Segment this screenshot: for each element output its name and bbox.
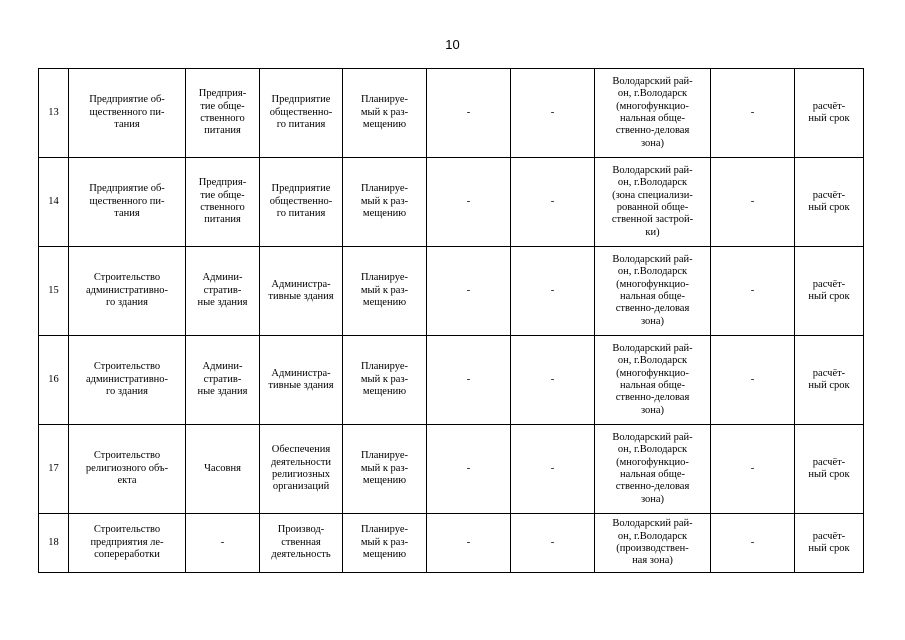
term-cell: расчёт- ный срок	[795, 514, 864, 573]
page-number: 10	[445, 37, 460, 52]
purpose-cell: Администра- тивные здания	[260, 336, 343, 425]
status-cell: Планируе- мый к раз- мещению	[343, 514, 427, 573]
term-cell: расчёт- ный срок	[795, 69, 864, 158]
object-name-cell: Строительство административно- го здания	[69, 247, 186, 336]
object-type-cell: Админи- стратив- ные здания	[186, 247, 260, 336]
empty-value-cell: -	[427, 69, 511, 158]
status-cell: Планируе- мый к раз- мещению	[343, 158, 427, 247]
row-number-cell: 18	[39, 514, 69, 573]
empty-value-cell: -	[711, 247, 795, 336]
term-cell: расчёт- ный срок	[795, 336, 864, 425]
empty-value-cell: -	[511, 69, 595, 158]
objects-table	[38, 68, 864, 573]
status-cell: Планируе- мый к раз- мещению	[343, 425, 427, 514]
table-row	[39, 69, 864, 158]
object-name-cell: Предприятие об- щественного пи- тания	[69, 69, 186, 158]
row-number-cell: 15	[39, 247, 69, 336]
object-type-cell: Админи- стратив- ные здания	[186, 336, 260, 425]
empty-value-cell: -	[711, 425, 795, 514]
status-cell: Планируе- мый к раз- мещению	[343, 336, 427, 425]
row-number-cell: 14	[39, 158, 69, 247]
empty-value-cell: -	[511, 247, 595, 336]
object-name-cell: Строительство предприятия ле- сопереработки	[69, 514, 186, 573]
object-type-cell: Предприя- тие обще- ственного питания	[186, 158, 260, 247]
term-cell: расчёт- ный срок	[795, 247, 864, 336]
empty-value-cell: -	[427, 158, 511, 247]
location-cell: Володарский рай- он, г.Володарск (многофункцио- нальная обще- ственно-деловая зона)	[595, 425, 711, 514]
row-number-cell: 13	[39, 69, 69, 158]
empty-value-cell: -	[511, 158, 595, 247]
location-cell: Володарский рай- он, г.Володарск (многофункцио- нальная обще- ственно-деловая зона)	[595, 336, 711, 425]
object-name-cell: Строительство религиозного объ- екта	[69, 425, 186, 514]
location-cell: Володарский рай- он, г.Володарск (многофункцио- нальная обще- ственно-деловая зона)	[595, 69, 711, 158]
object-name-cell: Строительство административно- го здания	[69, 336, 186, 425]
row-number-cell: 16	[39, 336, 69, 425]
empty-value-cell: -	[511, 336, 595, 425]
empty-value-cell: -	[511, 514, 595, 573]
purpose-cell: Администра- тивные здания	[260, 247, 343, 336]
object-type-cell: Часовня	[186, 425, 260, 514]
empty-value-cell: -	[711, 69, 795, 158]
location-cell: Володарский рай- он, г.Володарск (производствен- ная зона)	[595, 514, 711, 573]
table-row	[39, 247, 864, 336]
object-type-cell: Предприя- тие обще- ственного питания	[186, 69, 260, 158]
empty-value-cell: -	[711, 158, 795, 247]
table-row	[39, 336, 864, 425]
purpose-cell: Предприятие общественно- го питания	[260, 69, 343, 158]
empty-value-cell: -	[427, 425, 511, 514]
empty-value-cell: -	[511, 425, 595, 514]
empty-value-cell: -	[427, 514, 511, 573]
status-cell: Планируе- мый к раз- мещению	[343, 69, 427, 158]
table-row	[39, 514, 864, 573]
object-type-cell: -	[186, 514, 260, 573]
table-row	[39, 425, 864, 514]
empty-value-cell: -	[711, 336, 795, 425]
purpose-cell: Производ- ственная деятельность	[260, 514, 343, 573]
location-cell: Володарский рай- он, г.Володарск (зона специализи- рованной обще- ственной застрой- ки)	[595, 158, 711, 247]
location-cell: Володарский рай- он, г.Володарск (многофункцио- нальная обще- ственно-деловая зона)	[595, 247, 711, 336]
row-number-cell: 17	[39, 425, 69, 514]
purpose-cell: Обеспечения деятельности религиозных организаций	[260, 425, 343, 514]
empty-value-cell: -	[427, 247, 511, 336]
term-cell: расчёт- ный срок	[795, 425, 864, 514]
term-cell: расчёт- ный срок	[795, 158, 864, 247]
object-name-cell: Предприятие об- щественного пи- тания	[69, 158, 186, 247]
purpose-cell: Предприятие общественно- го питания	[260, 158, 343, 247]
table-row	[39, 158, 864, 247]
status-cell: Планируе- мый к раз- мещению	[343, 247, 427, 336]
empty-value-cell: -	[427, 336, 511, 425]
empty-value-cell: -	[711, 514, 795, 573]
